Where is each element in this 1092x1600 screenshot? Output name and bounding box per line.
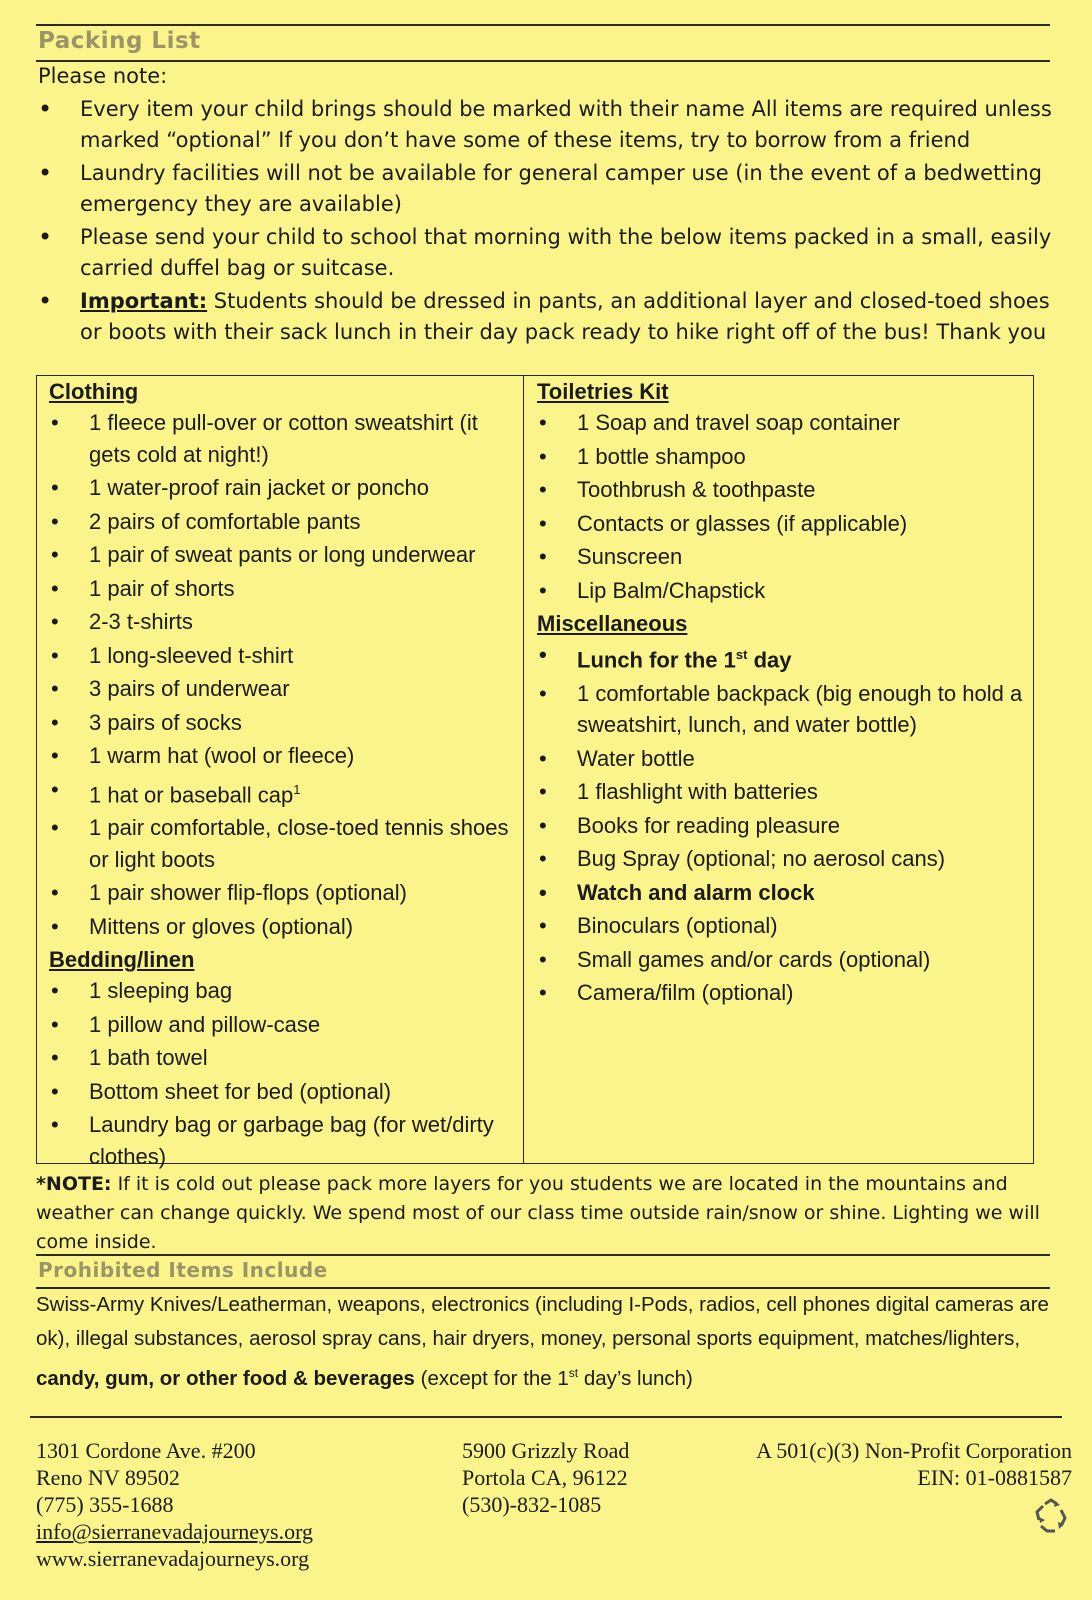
column-divider [523,376,524,1163]
list-item: • Bug Spray (optional; no aerosol cans) [537,843,1027,875]
portola-city: Portola CA, 96122 [462,1465,628,1490]
org-type: A 501(c)(3) Non-Profit Corporation [756,1438,1072,1463]
list-item: • 1 sleeping bag [49,975,517,1007]
list-item: • 1 pair of shorts [49,573,517,605]
list-item: • Camera/film (optional) [537,977,1027,1009]
page-title: Packing List [38,28,201,54]
portola-phone: (530)-832-1085 [462,1492,602,1517]
prohibited-items-text [36,1288,1076,1396]
list-item: • Sunscreen [537,541,1027,573]
org-info [756,1437,1072,1491]
list-item: • Watch and alarm clock [537,877,1027,909]
list-item: • 2 pairs of comfortable pants [49,506,517,538]
title-rule [36,60,1050,62]
list-item: • 1 bath towel [49,1042,517,1074]
important-text: Students should be dressed in pants, an additional layer and closed-toed shoes or boots with their sack lunch in their day pack ready to hike right off of the bus! Thank you [80,289,1050,344]
portola-address: 5900 Grizzly Road [462,1438,630,1463]
list-item: • 1 pillow and pillow-case [49,1009,517,1041]
prohibited-text-end: day’s lunch) [578,1366,693,1390]
list-item: • Water bottle [537,743,1027,775]
ordinal-suffix: st [568,1366,579,1380]
prohibited-food-bold: candy, gum, or other food & beverages [36,1366,415,1390]
note-item: • Please send your child to school that morning with the below items packed in a small, easily carried duffel bag or suitcase. [38,222,1068,284]
prohibited-top-rule [36,1254,1050,1256]
list-item: • 1 warm hat (wool or fleece) [49,740,517,772]
prohibited-heading: Prohibited Items Include [38,1258,328,1282]
prohibited-text-start: Swiss-Army Knives/Leatherman, weapons, electronics (including I-Pods, radios, cell phones digital cameras are ok), illegal substances, aerosol spray cans, hair dryers, money, personal sports equipment, matches/lighters, [36,1293,1049,1350]
reno-phone: (775) 355-1688 [36,1492,174,1517]
list-item: • Binoculars (optional) [537,910,1027,942]
org-ein: EIN: 01-0881587 [917,1465,1072,1490]
list-item: • Lip Balm/Chapstick [537,575,1027,607]
list-item: • 1 comfortable backpack (big enough to hold a sweatshirt, lunch, and water bottle) [537,678,1027,741]
prohibited-text-mid: (except for the 1 [414,1366,569,1390]
reno-address: 1301 Cordone Ave. #200 [36,1438,256,1463]
list-item: • Toothbrush & toothpaste [537,474,1027,506]
right-column [537,376,1027,1011]
toiletries-list [537,407,1027,606]
list-item: • Bottom sheet for bed (optional) [49,1076,517,1108]
list-item: • 1 flashlight with batteries [537,776,1027,808]
clothing-list [49,407,517,942]
notes-label: Please note: [38,64,168,88]
email-link[interactable]: info@sierranevadajourneys.org [36,1519,314,1544]
cap-item-text: 1 hat or baseball cap [89,781,294,807]
items-table [36,375,1034,1169]
list-item: • 3 pairs of underwear [49,673,517,705]
note-label: *NOTE: [36,1173,112,1195]
list-item: • Small games and/or cards (optional) [537,944,1027,976]
important-label: Important: [80,289,208,313]
note-item: • Laundry facilities will not be available for general camper use (in the event of a bedwetting emergency they are available) [38,158,1068,220]
ordinal-suffix: st [735,647,748,662]
footnote-marker: 1 [293,781,301,797]
lunch-item-text: Lunch for the 1 [577,647,736,673]
list-item [537,639,1027,676]
list-item: • 2-3 t-shirts [49,606,517,638]
reno-city: Reno NV 89502 [36,1465,180,1490]
list-item: • Books for reading pleasure [537,810,1027,842]
website-link[interactable]: www.sierranevadajourneys.org [36,1546,310,1571]
note-item-important [38,286,1068,348]
cold-weather-note [36,1170,1066,1257]
note-item: • Every item your child brings should be marked with their name All items are required unless marked “optional” If you don’t have some of these items, try to borrow from a friend [38,94,1068,156]
footer-rule [30,1416,1062,1418]
recycle-icon [1031,1496,1071,1536]
list-item: • 1 pair of sweat pants or long underwear [49,539,517,571]
portola-office [462,1437,629,1518]
clothing-heading: Clothing [49,379,139,404]
left-column [49,376,517,1174]
list-item: • Contacts or glasses (if applicable) [537,508,1027,540]
list-item: • 1 long-sleeved t-shirt [49,640,517,672]
list-item: • 1 water-proof rain jacket or poncho [49,472,517,504]
misc-heading: Miscellaneous [537,611,688,636]
list-item: • 1 Soap and travel soap container [537,407,1027,439]
list-item: • Laundry bag or garbage bag (for wet/dirty clothes) [49,1109,517,1172]
list-item [49,774,517,811]
bedding-heading: Bedding/linen [49,947,195,973]
misc-list [537,639,1027,1009]
list-item: • 1 pair shower flip-flops (optional) [49,877,517,909]
list-item: • Mittens or gloves (optional) [49,911,517,943]
lunch-item-end: day [747,647,792,673]
list-item: • 1 fleece pull-over or cotton sweatshirt (it gets cold at night!) [49,407,517,470]
bedding-list [49,975,517,1172]
toiletries-heading: Toiletries Kit [537,379,669,404]
list-item: • 1 pair comfortable, close-toed tennis shoes or light boots [49,812,517,875]
list-item: • 1 bottle shampoo [537,441,1027,473]
notes-list [38,94,1068,350]
note-text: If it is cold out please pack more layers for you students we are located in the mountains and weather can change quickly. We spend most of our class time outside rain/snow or shine. Lighting we will come inside. [36,1173,1040,1253]
reno-office [36,1437,313,1572]
top-rule [36,24,1050,26]
list-item: • 3 pairs of socks [49,707,517,739]
